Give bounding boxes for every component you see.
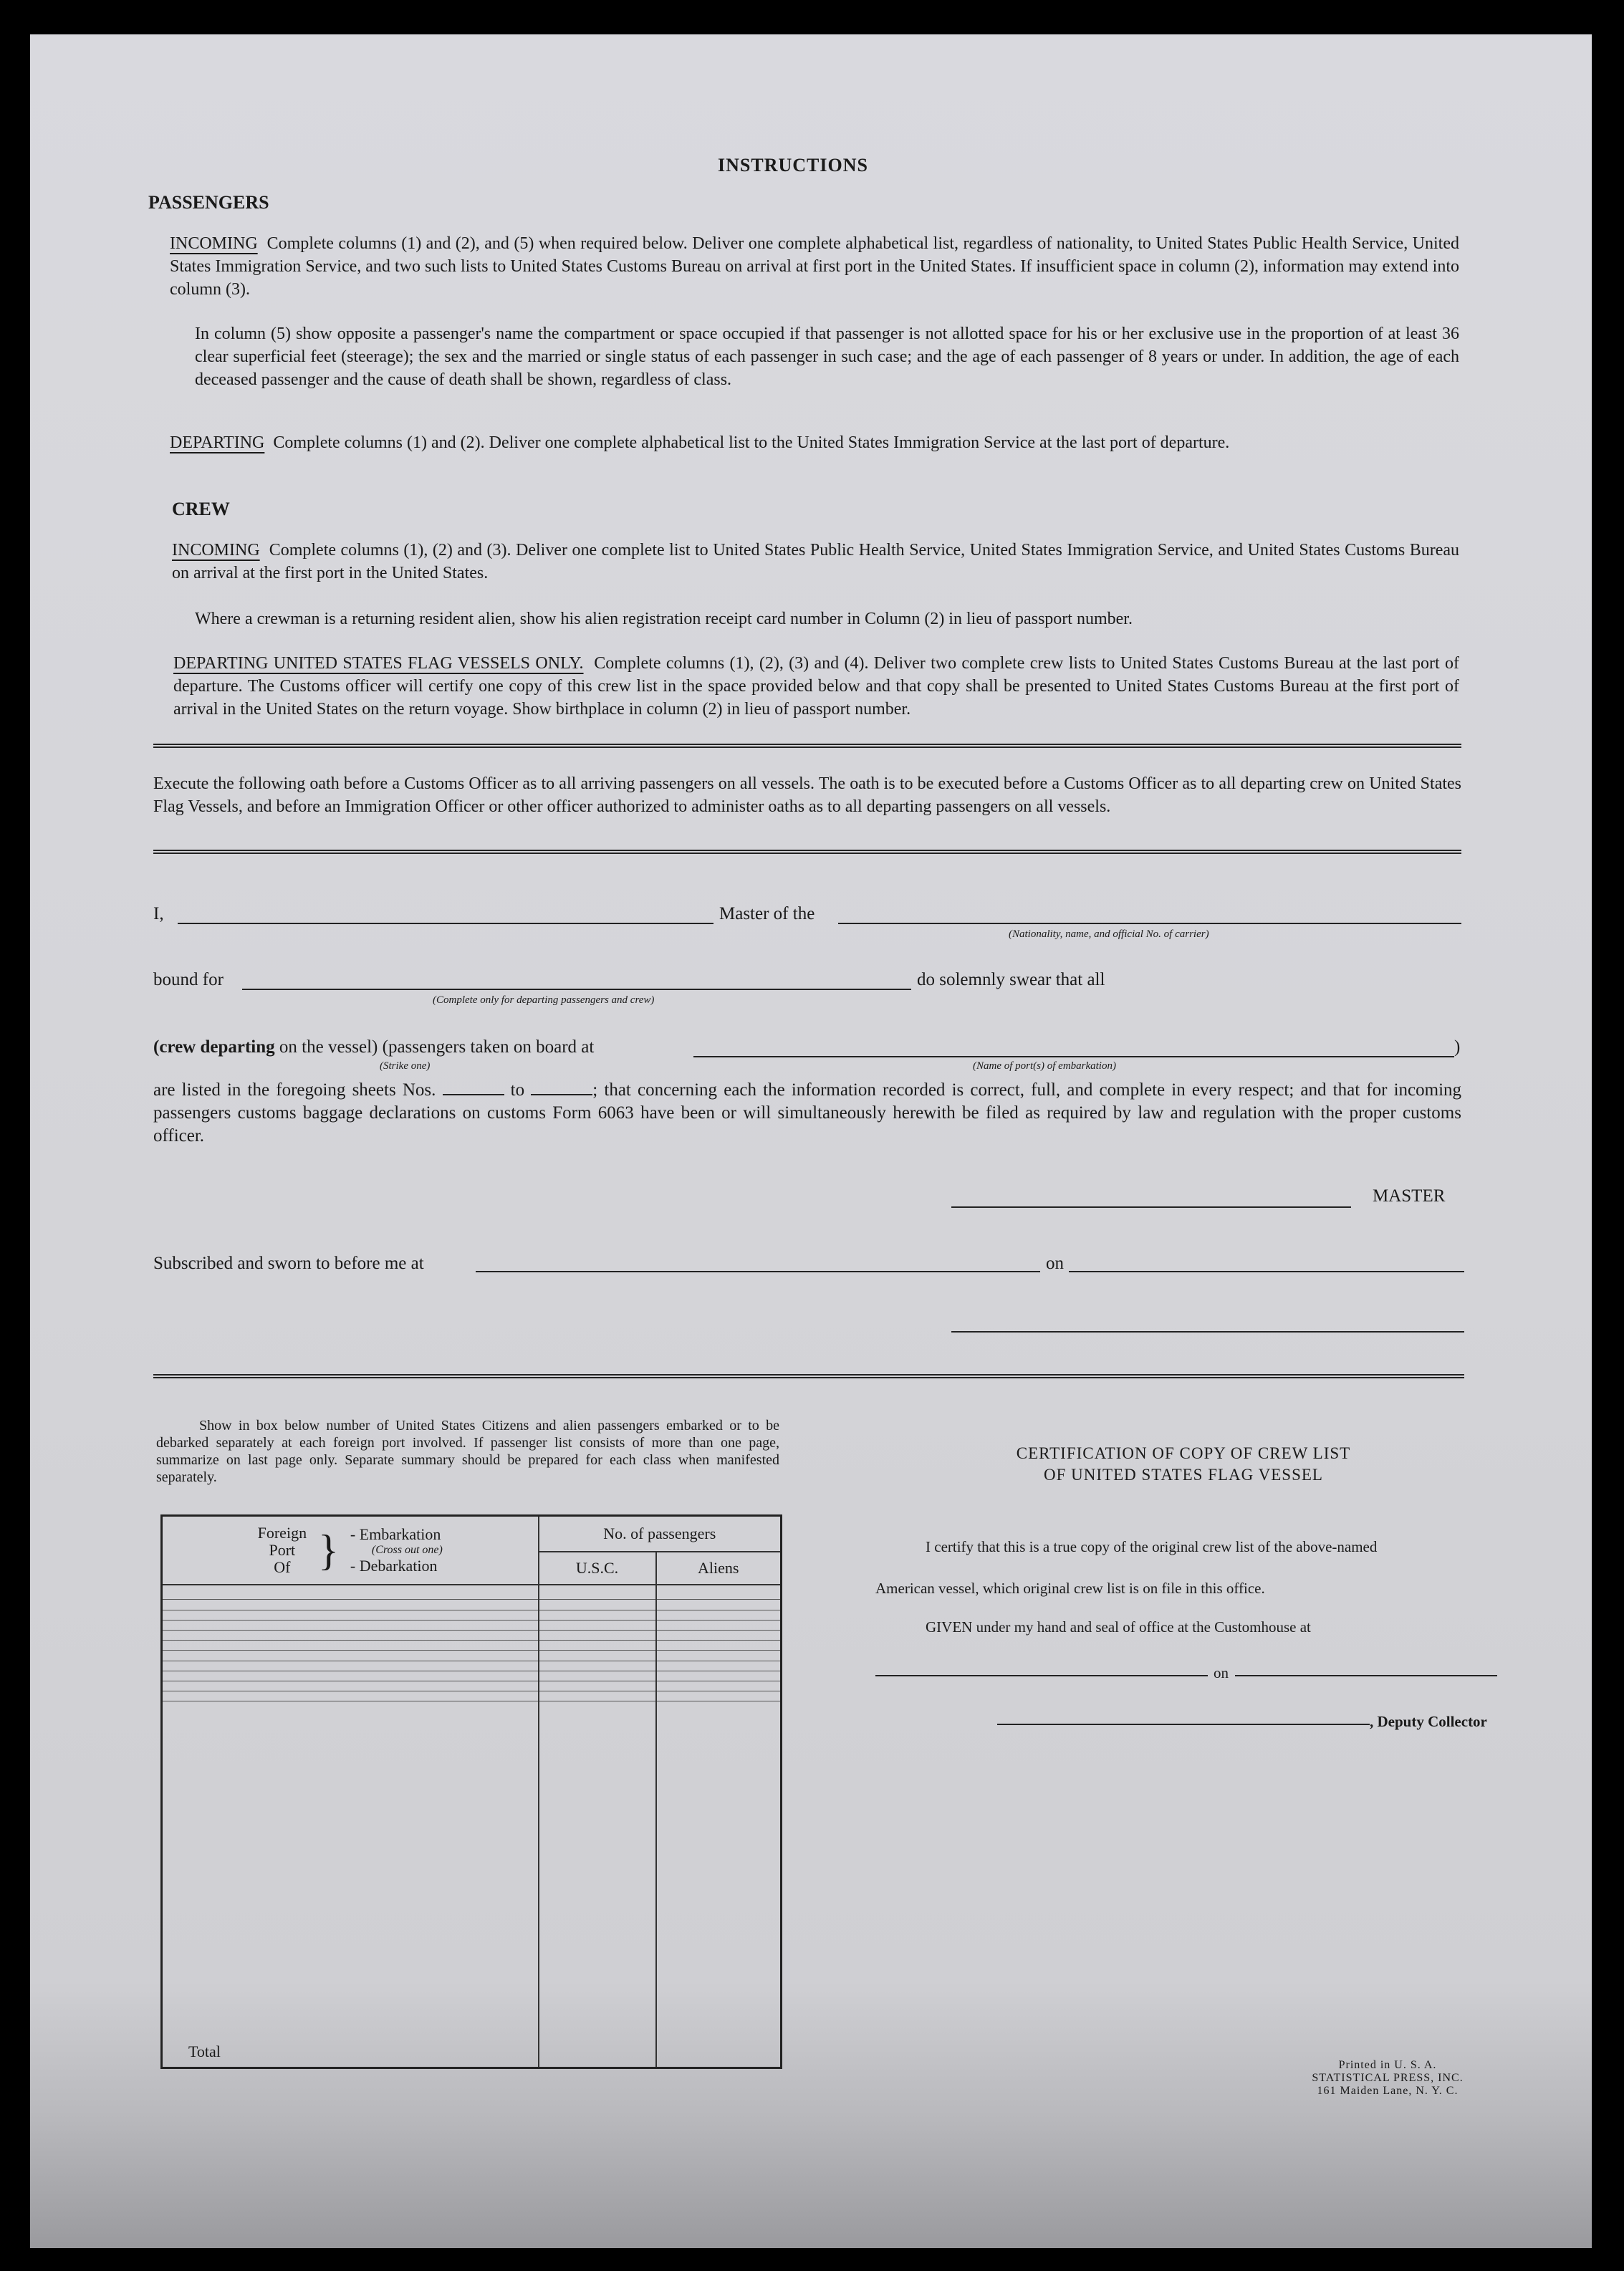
crew-departing-option[interactable]: (crew departing <box>153 1037 275 1057</box>
resident-alien-paragraph: Where a crewman is a returning resident alien, show his alien registration receipt card number in Column (2) in lieu of passport number. <box>195 610 1133 628</box>
usc-cell[interactable] <box>539 1671 656 1681</box>
certification-title <box>875 1443 1491 1486</box>
master-of-label: Master of the <box>719 904 815 923</box>
printer-line2: STATISTICAL PRESS, INC. <box>1312 2072 1464 2084</box>
subscribed-date-field[interactable] <box>1069 1271 1464 1272</box>
crew-heading: CREW <box>172 499 230 519</box>
port-cell[interactable] <box>162 1630 539 1640</box>
crew-departing-text: Complete columns (1), (2), (3) and (4). Deliver two complete crew lists to United States Customs Bureau at the last port of departure. The Customs officer will certify one copy of this crew list in the space provided below and that copy shall be presented to United States Customs Bureau at the first port of arrival in the United States on the return voyage. Show birthplace in column (2) in lieu of passport number. <box>173 654 1459 719</box>
certify-line2: American vessel, which original crew list is on file in this office. <box>875 1580 1265 1597</box>
listed-suffix: ; that concerning each the information recorded is correct, full, and complete in every respect; and that for incoming passengers customs baggage declarations on customs Form 6063 have been or will simultaneously herewith be filed as required by law and regulation with the proper customs officer. <box>153 1080 1462 1146</box>
crew-incoming-text: Complete columns (1), (2) and (3). Deliver one complete list to United States Public Health Service, United States Immigration Service, and United States Customs Bureau on arrival at the first port in the United States. <box>172 541 1460 582</box>
divider-rule <box>153 744 1461 748</box>
aliens-cell[interactable] <box>656 1671 782 1681</box>
deputy-signature-field[interactable] <box>997 1724 1370 1725</box>
usc-cell[interactable] <box>539 1691 656 1701</box>
sheet-to-field[interactable] <box>531 1081 592 1095</box>
usc-cell[interactable] <box>539 1641 656 1651</box>
crew-passengers-line <box>153 1037 594 1057</box>
port-cell[interactable] <box>162 1671 539 1681</box>
port-cell[interactable] <box>162 1661 539 1671</box>
port-cell[interactable] <box>162 1651 539 1661</box>
port-summary-table <box>160 1514 782 2069</box>
embarkation-option[interactable]: - Embarkation <box>350 1525 441 1543</box>
brace-icon: } <box>318 1526 339 1574</box>
aliens-header: Aliens <box>656 1552 782 1585</box>
usc-cell[interactable] <box>539 1610 656 1620</box>
aliens-cell[interactable] <box>656 1641 782 1651</box>
usc-cell[interactable] <box>539 1585 656 1600</box>
crew-departing-paragraph <box>173 652 1459 721</box>
port-cell[interactable] <box>162 1691 539 1701</box>
carrier-field[interactable] <box>838 923 1461 924</box>
aliens-cell[interactable] <box>656 1610 782 1620</box>
summary-note: Show in box below number of United States Citizens and alien passengers embarked or to be debarked separately at each foreign port involved. If passenger list consists of more than one page, summarize on last page only. Separate summary should be prepared for each class when manifested separately. <box>156 1418 779 1485</box>
passengers-departing-label: DEPARTING <box>170 433 265 452</box>
sheet-from-field[interactable] <box>443 1081 504 1095</box>
officer-signature-field[interactable] <box>951 1331 1464 1333</box>
passengers-incoming-paragraph <box>170 232 1459 301</box>
crew-departing-label: DEPARTING UNITED STATES FLAG VESSELS ONLY. <box>173 654 584 673</box>
port-cell[interactable] <box>162 1585 539 1600</box>
usc-cell[interactable] <box>539 1620 656 1630</box>
aliens-total-cell[interactable] <box>656 1701 782 2068</box>
passengers-heading: PASSENGERS <box>148 192 269 213</box>
port-cell[interactable] <box>162 1610 539 1620</box>
deputy-collector-label: , Deputy Collector <box>1370 1713 1487 1730</box>
passengers-incoming-text: Complete columns (1) and (2), and (5) when required below. Deliver one complete alphabetical list, regardless of nationality, to United States Public Health Service, United States Immigration Service, and two such lists to United States Customs Bureau on arrival at first port in the United States. If insufficient space in column (2), information may extend into column (3). <box>170 234 1460 299</box>
to-label: to <box>510 1080 525 1100</box>
foreign-label: Foreign <box>257 1523 307 1542</box>
aliens-cell[interactable] <box>656 1620 782 1630</box>
certify-line1: I certify that this is a true copy of the original crew list of the above-named <box>926 1538 1378 1555</box>
bound-for-field[interactable] <box>242 989 911 990</box>
cross-out-caption: (Cross out one) <box>371 1543 443 1556</box>
aliens-cell[interactable] <box>656 1691 782 1701</box>
of-label: Of <box>274 1557 291 1576</box>
aliens-cell[interactable] <box>656 1651 782 1661</box>
form-page <box>30 34 1592 2248</box>
instructions-title: INSTRUCTIONS <box>718 155 868 176</box>
aliens-cell[interactable] <box>656 1630 782 1640</box>
printer-line1: Printed in U. S. A. <box>1338 2059 1437 2071</box>
listed-paragraph <box>153 1079 1461 1148</box>
crew-incoming-label: INCOMING <box>172 541 260 560</box>
given-text: GIVEN under my hand and seal of office at the Customhouse at <box>926 1618 1311 1636</box>
close-paren: ) <box>1454 1037 1461 1057</box>
certification-on-label: on <box>1214 1664 1229 1681</box>
swear-label: do solemnly swear that all <box>917 970 1105 989</box>
aliens-cell[interactable] <box>656 1585 782 1600</box>
on-vessel-label: on the vessel) <box>279 1037 378 1057</box>
port-header-cell <box>162 1516 539 1585</box>
certification-title-line1: CERTIFICATION OF COPY OF CREW LIST <box>1016 1444 1351 1462</box>
usc-total-cell[interactable] <box>539 1701 656 2068</box>
divider-rule <box>153 1374 1464 1378</box>
subscribed-label: Subscribed and sworn to before me at <box>153 1254 424 1273</box>
master-name-field[interactable] <box>178 923 713 924</box>
port-cell[interactable] <box>162 1600 539 1610</box>
aliens-cell[interactable] <box>656 1681 782 1691</box>
master-label: MASTER <box>1373 1186 1446 1206</box>
carrier-caption: (Nationality, name, and official No. of carrier) <box>1009 928 1209 940</box>
listed-prefix: are listed in the foregoing sheets Nos. <box>153 1080 436 1100</box>
printer-line3: 161 Maiden Lane, N. Y. C. <box>1317 2085 1459 2097</box>
certification-title-line2: OF UNITED STATES FLAG VESSEL <box>1044 1466 1323 1484</box>
subscribed-place-field[interactable] <box>476 1271 1040 1272</box>
port-cell[interactable] <box>162 1681 539 1691</box>
port-label: Port <box>269 1540 296 1559</box>
bound-caption: (Complete only for departing passengers and crew) <box>433 994 655 1006</box>
aliens-cell[interactable] <box>656 1600 782 1610</box>
usc-cell[interactable] <box>539 1630 656 1640</box>
usc-cell[interactable] <box>539 1681 656 1691</box>
port-caption: (Name of port(s) of embarkation) <box>973 1060 1116 1072</box>
divider-rule <box>153 850 1461 854</box>
passengers-incoming-label: INCOMING <box>170 234 258 253</box>
usc-cell[interactable] <box>539 1600 656 1610</box>
subscribed-on-label: on <box>1046 1254 1064 1273</box>
debarkation-option[interactable]: - Debarkation <box>350 1556 438 1575</box>
passengers-departing-paragraph <box>170 431 1459 454</box>
passengers-departing-text: Complete columns (1) and (2). Deliver one complete alphabetical list to the United States Immigration Service at the last port of departure. <box>273 433 1230 452</box>
passengers-option[interactable]: (passengers taken on board at <box>382 1037 595 1057</box>
embarkation-port-field[interactable] <box>693 1056 1454 1057</box>
total-label: Total <box>162 1701 539 2068</box>
bound-for-label: bound for <box>153 970 224 989</box>
aliens-cell[interactable] <box>656 1661 782 1671</box>
oath-i-label: I, <box>153 904 164 923</box>
column5-paragraph: In column (5) show opposite a passenger's name the compartment or space occupied if that passenger is not allotted space for his or her exclusive use in the proportion of at least 36 clear superficial feet (steerage); the sex and the married or single status of each passenger in such case; and the age of each passenger of 8 years or under. In addition, the age of each deceased passenger and the cause of death shall be shown, regardless of class. <box>195 325 1459 389</box>
port-cell[interactable] <box>162 1641 539 1651</box>
usc-cell[interactable] <box>539 1661 656 1671</box>
certification-date-field[interactable] <box>1235 1675 1497 1676</box>
no-passengers-header: No. of passengers <box>539 1516 782 1552</box>
customhouse-field[interactable] <box>875 1675 1208 1676</box>
usc-cell[interactable] <box>539 1651 656 1661</box>
crew-incoming-paragraph <box>172 539 1459 585</box>
oath-instruction-paragraph: Execute the following oath before a Customs Officer as to all arriving passengers on all vessels. The oath is to be executed before a Customs Officer as to all departing crew on United States Flag Vessels, and before an Immigration Officer or other officer authorized to administer oaths as to all departing passengers on all vessels. <box>153 774 1461 816</box>
master-signature-field[interactable] <box>951 1206 1351 1208</box>
strike-caption: (Strike one) <box>380 1060 431 1072</box>
printer-credit <box>1269 2059 1506 2098</box>
port-cell[interactable] <box>162 1620 539 1630</box>
usc-header: U.S.C. <box>539 1552 656 1585</box>
